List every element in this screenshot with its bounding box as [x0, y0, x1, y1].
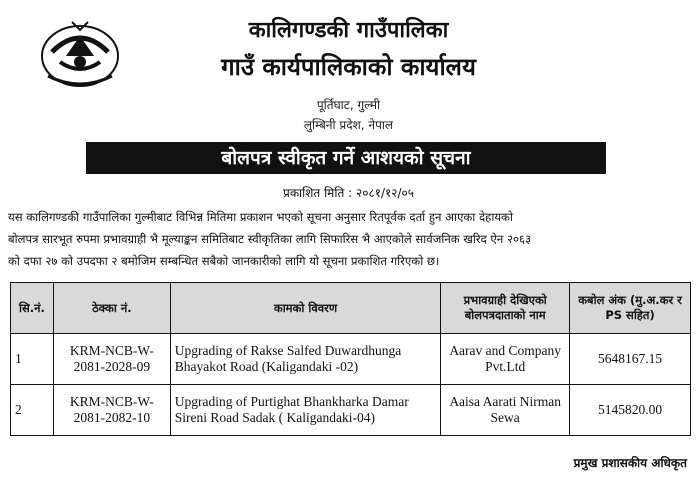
office-name: कालिगण्डकी गाउँपालिका — [248, 18, 449, 43]
header-description: कामको विवरण — [170, 283, 441, 334]
row-sn: 1 — [11, 334, 54, 385]
header-amount: कबोल अंक (मु.अ.कर र PS सहित) — [570, 283, 691, 334]
row-description: Upgrading of Purtighat Bhankharka Damar Sireni Road Sadak ( Kaligandaki-04) — [170, 385, 441, 436]
header-sn: सि.नं. — [11, 283, 54, 334]
header-bidder: प्रभावग्राही देखिएको बोलपत्रदाताको नाम — [441, 283, 570, 334]
header-contract-no: ठेक्का नं. — [53, 283, 170, 334]
row-contract-no: KRM-NCB-W-2081-2082-10 — [53, 385, 170, 436]
row-amount: 5145820.00 — [570, 385, 691, 436]
row-contract-no: KRM-NCB-W-2081-2028-09 — [53, 334, 170, 385]
address-line-2: लुम्बिनी प्रदेश, नेपाल — [303, 118, 394, 132]
notice-body-line: यस कालिगण्डकी गाउँपालिका गुल्मीबाट विभिन्न मितिमा प्रकाशन भएको सूचना अनुसार रितपूर्वक दर्ता हुन आएका देहायको — [8, 210, 513, 224]
published-date: प्रकाशित मिति : २०८१/१२/०५ — [283, 186, 414, 200]
table-row — [11, 334, 691, 385]
signature: प्रमुख प्रशासकीय अधिकृत — [573, 456, 687, 470]
bid-table — [10, 282, 691, 436]
notice-body-line: बोलपत्र सारभूत रुपमा प्रभावग्राही भै मूल्याङ्कन समितिबाट स्वीकृतिका लागि सिफारिस भै आएकोले सार्वजनिक खरिद ऐन २०६३ — [8, 232, 532, 246]
row-sn: 2 — [11, 385, 54, 436]
table-row — [11, 385, 691, 436]
row-description: Upgrading of Rakse Salfed Duwardhunga Bhayakot Road (Kaligandaki -02) — [170, 334, 441, 385]
table-header-row — [11, 283, 691, 334]
notice-title: बोलपत्र स्वीकृत गर्ने आशयको सूचना — [86, 142, 606, 174]
row-amount: 5648167.15 — [570, 334, 691, 385]
row-bidder: Aarav and Company Pvt.Ltd — [441, 334, 570, 385]
office-subtitle: गाउँ कार्यपालिकाको कार्यालय — [221, 53, 476, 81]
notice-body-line: को दफा २७ को उपदफा २ बमोजिम सम्बन्धित सबैको जानकारीको लागि यो सूचना प्रकाशित गरिएको छ। — [8, 254, 440, 268]
notice-body — [8, 206, 690, 272]
address-line-1: पूर्तिघाट, गुल्मी — [316, 98, 381, 112]
row-bidder: Aaisa Aarati Nirman Sewa — [441, 385, 570, 436]
